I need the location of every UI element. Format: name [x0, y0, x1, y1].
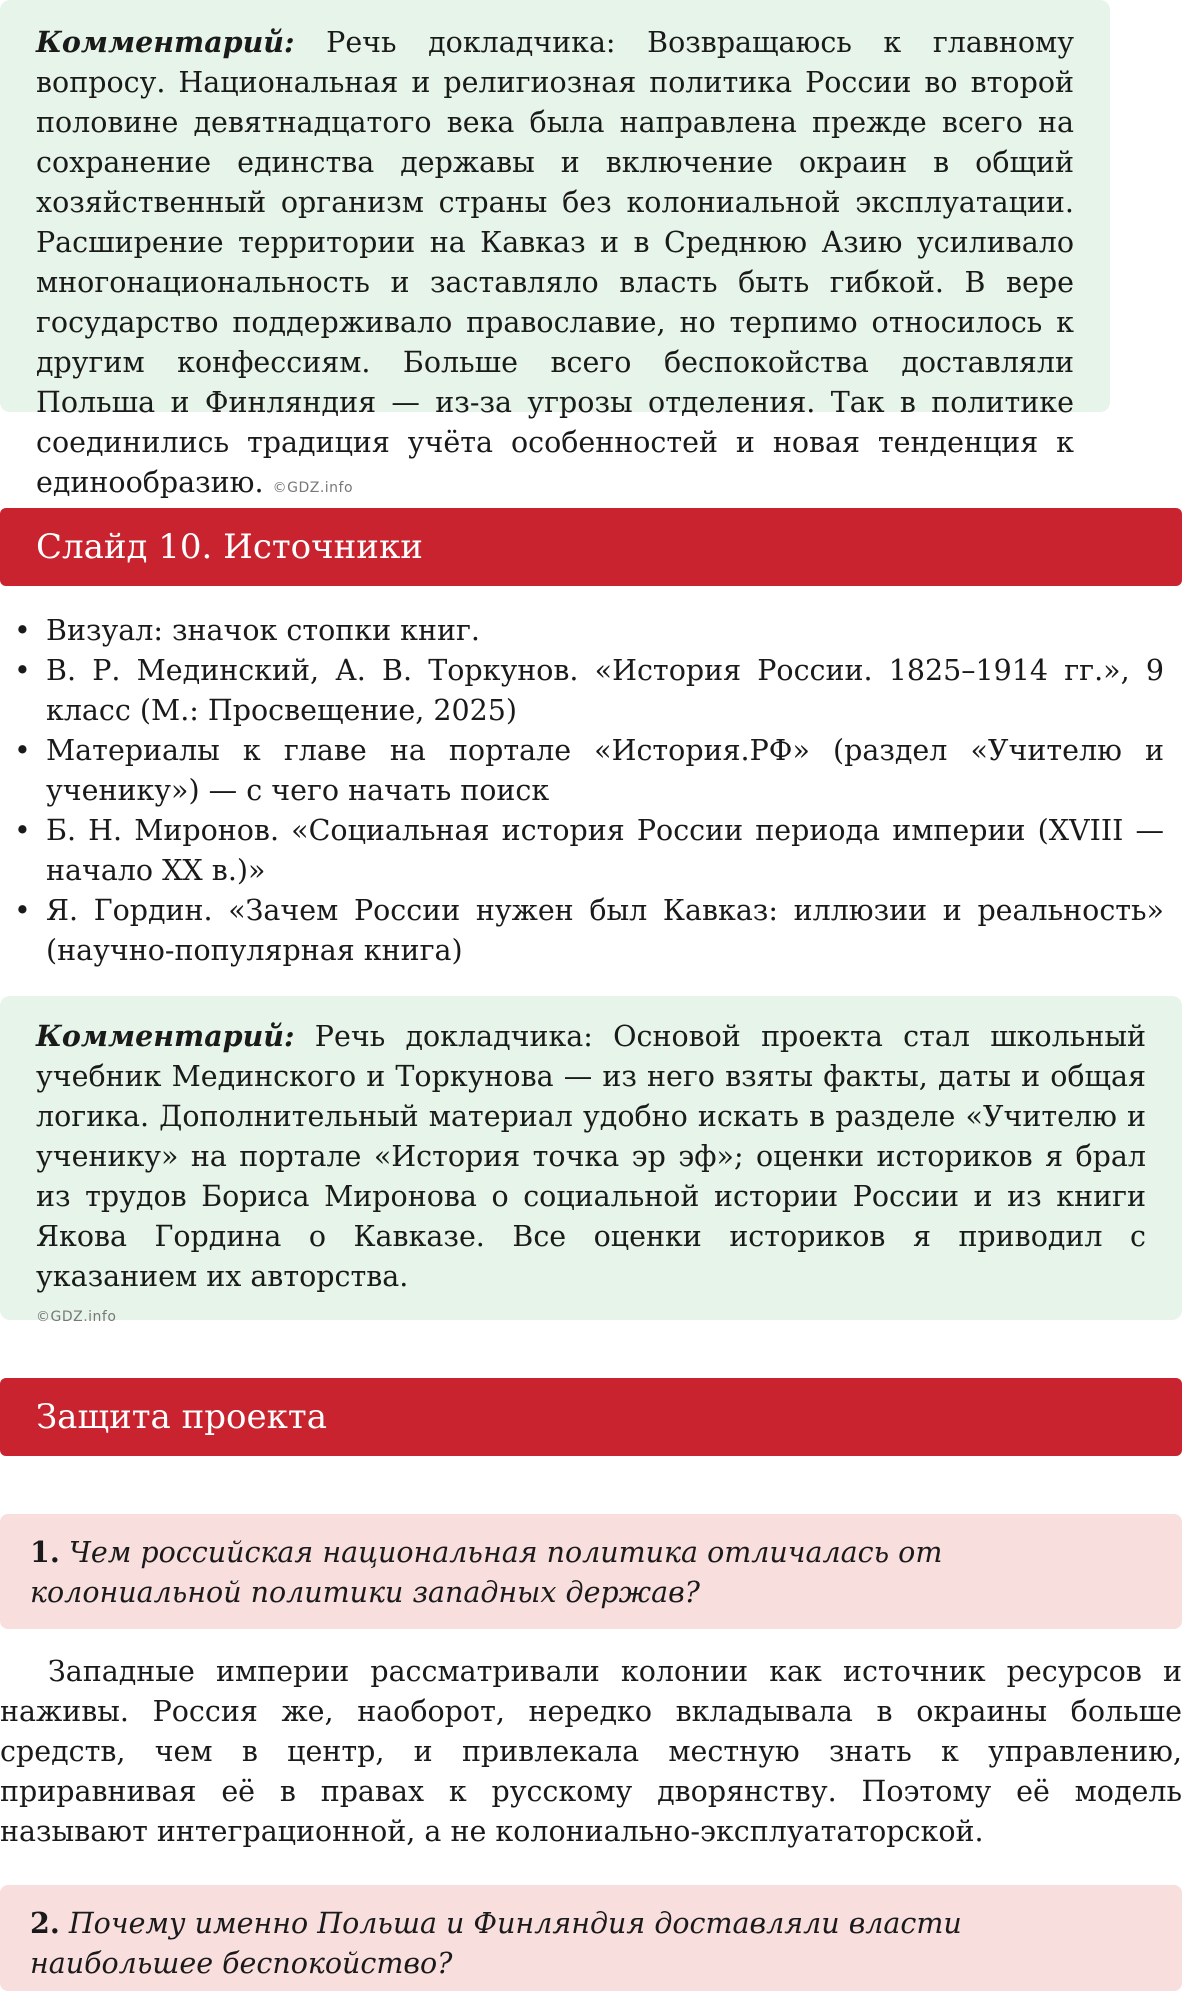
- answer-1: Западные империи рассматривали колонии как источник ресурсов и наживы. Россия же, наоборот, нередко вкладывала в окраины больше средств, чем в центр, и привлекала местную знать к управлению, приравнивая её в правах к русскому дворянству. Поэтому её модель называют интеграционной, а не колониально-эксплуататорской.: [0, 1655, 1182, 1848]
- list-item: • Материалы к главе на портале «История.РФ» (раздел «Учителю и ученику») — с чего начать поиск: [10, 731, 1164, 811]
- section-title: Слайд 10. Источники: [36, 527, 423, 567]
- section-header-slide-10: [0, 508, 1182, 586]
- sources-list: [0, 611, 1168, 971]
- question-box-1: [0, 1514, 1182, 1629]
- question-text: Почему именно Польша и Финляндия доставляли власти наибольшее беспокойство?: [30, 1907, 962, 1980]
- bullet: •: [14, 734, 31, 767]
- bullet: •: [14, 894, 31, 927]
- list-item: • Визуал: значок стопки книг.: [10, 611, 1164, 651]
- comment-text: Речь докладчика: Основой проекта стал школьный учебник Мединского и Торкунова — из него взяты факты, даты и общая логика. Дополнительный материал удобно искать в разделе «Учителю и ученику» на портале «История точка эр эф»; оценки историков я брал из трудов Бориса Миронова о социальной истории России и из книги Якова Гордина о Кавказе. Все оценки историков я приводил с указанием их авторства.: [36, 1020, 1146, 1293]
- watermark: ©GDZ.info: [272, 480, 354, 496]
- comment-label: Комментарий:: [36, 25, 295, 59]
- comment-text: Речь докладчика: Возвращаюсь к главному вопросу. Национальная и религиозная политика России во второй половине девятнадцатого века была направлена прежде всего на сохранение единства державы и включение окраин в общий хозяйственный организм страны без колониальной эксплуатации. Расширение территории на Кавказ и в Среднюю Азию усиливало многонациональность и заставляло власть быть гибкой. В вере государство поддерживало православие, но терпимо относилось к другим конфессиям. Больше всего беспокойства доставляли Польша и Финляндия — из-за угрозы отделения. Так в политике соединились традиция учёта особенностей и новая тенденция к единообразию.: [36, 26, 1074, 499]
- list-item: • Б. Н. Миронов. «Социальная история России периода империи (XVIII — начало XX в.)»: [10, 811, 1164, 891]
- section-title: Защита проекта: [36, 1397, 327, 1437]
- bullet: •: [14, 654, 31, 687]
- list-item: • В. Р. Мединский, А. В. Торкунов. «История России. 1825–1914 гг.», 9 класс (М.: Просвещение, 2025): [10, 651, 1164, 731]
- question-number: 2.: [30, 1906, 60, 1940]
- section-header-defense: [0, 1378, 1182, 1456]
- bullet: •: [14, 614, 31, 647]
- question-text: Чем российская национальная политика отличалась от колониальной политики западных держав?: [30, 1536, 943, 1609]
- bullet: •: [14, 814, 31, 847]
- question-number: 1.: [30, 1535, 60, 1569]
- comment-label: Комментарий:: [36, 1019, 295, 1053]
- list-item: • Я. Гордин. «Зачем России нужен был Кавказ: иллюзии и реальность» (научно-популярная книга): [10, 891, 1164, 971]
- comment-box-2: [0, 996, 1182, 1325]
- comment-box-1: [0, 0, 1110, 499]
- watermark: ©GDZ.info: [36, 1309, 117, 1325]
- question-box-2: [0, 1885, 1182, 1991]
